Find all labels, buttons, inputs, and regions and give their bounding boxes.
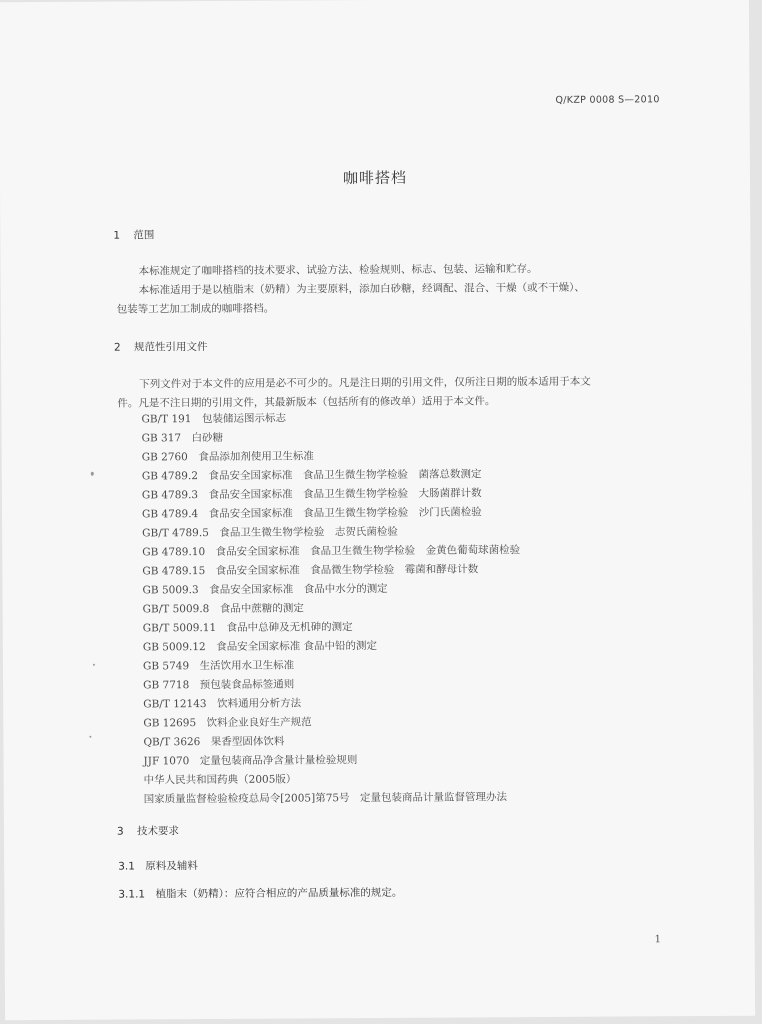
scope-paragraph-1: 本标准规定了咖啡搭档的技术要求、试验方法、检验规则、标志、包装、运输和贮存。 [138,263,538,278]
reference-list [141,408,521,809]
reference-item: GB 4789.4 食品安全国家标准 食品卫生微生物学检验 沙门氏菌检验 [141,506,482,521]
section-1-number: 1 [113,229,121,242]
reference-item: GB 5009.3 食品安全国家标准 食品中水分的测定 [142,582,388,597]
reference-item: GB 4789.2 食品安全国家标准 食品卫生微生物学检验 菌落总数测定 [141,468,482,483]
references-intro-continued: 件。凡是不注日期的引用文件，其最新版本（包括所有的修改单）适用于本文件。 [117,395,496,410]
reference-item: GB/T 4789.5 食品卫生微生物学检验 志贺氏菌检验 [142,525,398,540]
section-1-heading [113,227,154,242]
document-code: Q/KZP 0008 S—2010 [555,94,660,106]
reference-item: GB 5009.12 食品安全国家标准 食品中铅的测定 [142,640,378,654]
section-3-number: 3 [116,825,124,838]
reference-item: GB/T 12143 饮料通用分析方法 [143,697,302,711]
scan-speck [93,664,95,666]
page-number: 1 [654,934,662,946]
reference-item: GB 5749 生活饮用水卫生标准 [142,659,295,673]
reference-item: 国家质量监督检验检疫总局令[2005]第75号 定量包装商品计量监督管理办法 [143,791,508,806]
section-2-number: 2 [113,341,121,354]
reference-item: GB 2760 食品添加剂使用卫生标准 [141,450,314,464]
subsection-3-1-1-text: 3.1.1 植脂末（奶精）：应符合相应的产品质量标准的规定。 [118,886,403,901]
document-title: 咖啡搭档 [342,168,408,188]
reference-item: QB/T 3626 果香型固体饮料 [143,735,285,749]
subsection-3-1-heading: 3.1 原料及辅料 [118,860,198,873]
reference-item: JJF 1070 定量包装商品净含量计量检验规则 [143,754,358,768]
scan-speck [89,736,91,738]
reference-item: GB 4789.15 食品安全国家标准 食品微生物学检验 霉菌和酵母计数 [142,563,479,578]
reference-item: GB 317 白砂糖 [141,431,224,445]
scope-paragraph-2: 本标准适用于是以植脂末（奶精）为主要原料，添加白砂糖，经调配、混合、干燥（或不干燥）、 [138,281,585,297]
section-3-heading [117,823,179,838]
reference-item: GB/T 5009.8 食品中蔗糖的测定 [142,602,304,616]
reference-item: GB 4789.3 食品安全国家标准 食品卫生微生物学检验 大肠菌群计数 [141,487,482,502]
scope-paragraph-2-continued: 包装等工艺加工制成的咖啡搭档。 [116,302,275,316]
references-intro: 下列文件对于本文件的应用是必不可少的。凡是注日期的引用文件，仅所注日期的版本适用于本文 [139,375,591,391]
reference-item: GB 12695 饮料企业良好生产规范 [143,716,312,730]
reference-item: 中华人民共和国药典（2005版） [143,773,297,787]
section-1-title: 范围 [133,229,155,242]
section-3-title: 技术要求 [136,825,180,838]
reference-item: GB 7718 预包装食品标签通则 [143,678,295,692]
section-2-title: 规范性引用文件 [133,341,208,354]
reference-item: GB/T 5009.11 食品中总砷及无机砷的测定 [142,621,353,635]
section-2-heading [114,339,208,355]
scan-speck [91,472,94,476]
reference-item: GB/T 191 包装储运图示标志 [141,412,287,426]
reference-item: GB 4789.10 食品安全国家标准 食品卫生微生物学检验 金黄色葡萄球菌检验 [142,544,521,559]
